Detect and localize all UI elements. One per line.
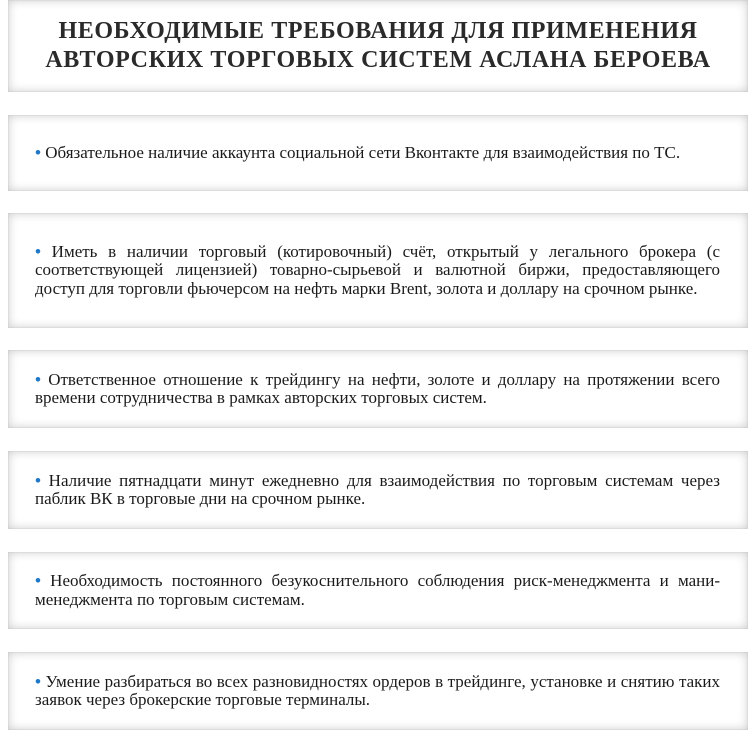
- requirement-text: [35, 144, 680, 163]
- requirement-card: [8, 451, 748, 529]
- bullet-icon: •: [35, 571, 41, 590]
- page-title: НЕОБХОДИМЫЕ ТРЕБОВАНИЯ ДЛЯ ПРИМЕНЕНИЯ АВТОРСКИХ ТОРГОВЫХ СИСТЕМ АСЛАНА БЕРОЕВА: [45, 18, 711, 73]
- requirement-card: [8, 213, 748, 328]
- requirement-label: Иметь в наличии торговый (котировочный) счёт, открытый у легального брокера (с соответствующей лицензией) товарно-сырьевой и валютной биржи, предоставляющего доступ для торговли фьючерсом на нефть марки Brent, золота и доллару на срочном рынке.: [35, 241, 721, 298]
- bullet-icon: •: [35, 241, 41, 261]
- requirement-label: Необходимость постоянного безукоснительного соблюдения риск-менеджмента и мани-менеджмента по торговым системам.: [35, 571, 720, 609]
- title-card: [8, 0, 748, 92]
- requirement-label: Обязательное наличие аккаунта социальной сети Вконтакте для взаимодействия по ТС.: [45, 142, 681, 162]
- requirement-label: Наличие пятнадцати минут ежедневно для взаимодействия по торговым системам через паблик ВК в торговые дни на срочном рынке.: [35, 470, 720, 508]
- bullet-icon: •: [35, 470, 41, 490]
- requirement-text: [35, 371, 720, 408]
- requirement-text: [35, 673, 720, 710]
- requirement-card: [8, 652, 748, 730]
- bullet-icon: •: [35, 369, 41, 389]
- requirement-text: [35, 472, 720, 509]
- bullet-icon: •: [35, 671, 41, 691]
- requirement-card: [8, 115, 748, 191]
- requirement-text: [35, 243, 720, 299]
- requirement-card: [8, 552, 748, 629]
- bullet-icon: •: [35, 142, 41, 162]
- requirement-text: [35, 572, 720, 609]
- requirement-label: Умение разбираться во всех разновидностях ордеров в трейдинге, установке и снятию таких заявок через брокерские торговые терминалы.: [35, 671, 721, 709]
- requirement-card: [8, 350, 748, 428]
- requirement-label: Ответственное отношение к трейдингу на нефти, золоте и доллару на протяжении всего времени сотрудничества в рамках авторских торговых систем.: [35, 369, 720, 407]
